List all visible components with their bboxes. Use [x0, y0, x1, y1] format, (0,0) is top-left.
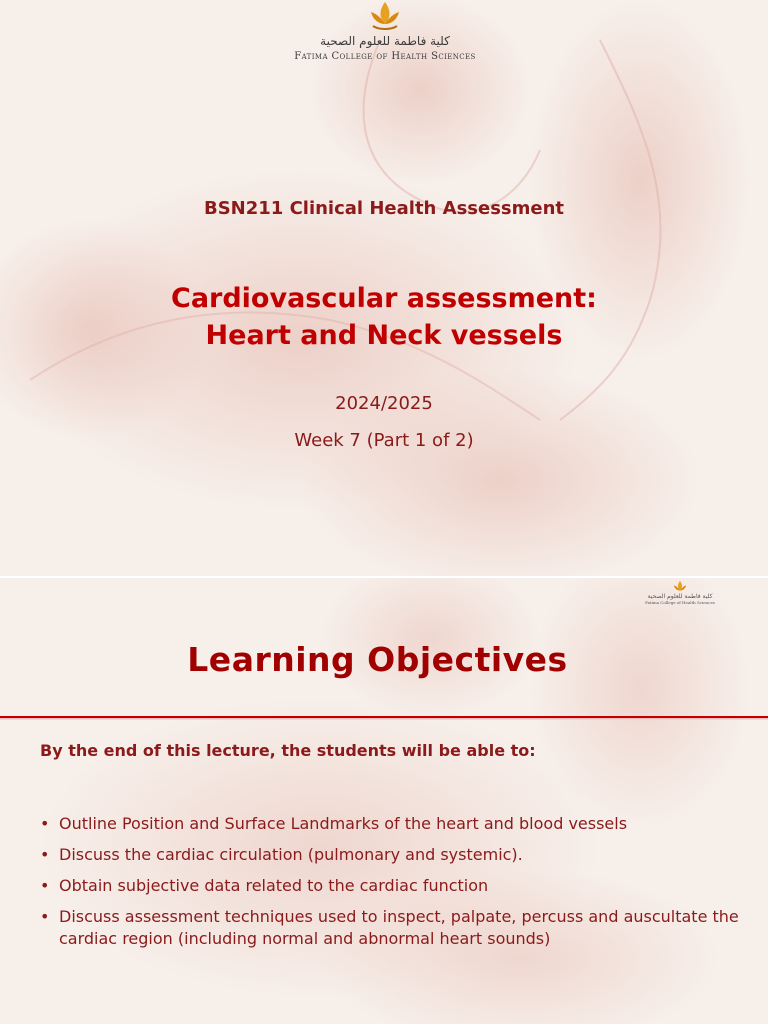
course-title: BSN211 Clinical Health Assessment — [203, 198, 565, 219]
list-item — [40, 813, 745, 835]
lotus-logo-icon — [367, 0, 403, 34]
logo-arabic-text: كلية فاطمة للعلوم الصحية — [320, 34, 450, 48]
objective-text: Discuss the cardiac circulation (pulmonary and systemic). — [59, 845, 523, 864]
objectives-slide — [0, 578, 768, 1024]
logo-arabic-text: كلية فاطمة للعلوم الصحية — [647, 593, 713, 600]
college-logo-small — [630, 580, 730, 608]
lecture-title — [0, 280, 768, 354]
bullet-icon: • — [40, 876, 50, 895]
list-item — [40, 906, 745, 950]
lecture-title-line-1: Cardiovascular assessment: — [171, 283, 597, 314]
objectives-intro: By the end of this lecture, the students will be able to: — [40, 741, 536, 760]
objective-text: Discuss assessment techniques used to inspect, palpate, percuss and auscultate the cardiac region (including normal and abnormal heart sounds) — [59, 907, 739, 948]
lecture-title-line-2: Heart and Neck vessels — [205, 320, 563, 351]
slide-title: Learning Objectives — [187, 640, 568, 679]
list-item — [40, 875, 745, 897]
objective-text: Obtain subjective data related to the cardiac function — [59, 876, 489, 895]
academic-year: 2024/2025 — [335, 393, 433, 414]
title-divider — [0, 716, 768, 720]
bullet-icon: • — [40, 907, 50, 926]
objective-text: Outline Position and Surface Landmarks of the heart and blood vessels — [59, 814, 628, 833]
logo-english-text: Fatima College of Health Sciences — [645, 600, 715, 605]
objectives-list — [40, 813, 745, 959]
week-label: Week 7 (Part 1 of 2) — [294, 430, 474, 451]
logo-english-text: Fatima College of Health Sciences — [294, 51, 476, 62]
college-logo — [270, 0, 500, 70]
bullet-icon: • — [40, 814, 50, 833]
list-item — [40, 844, 745, 866]
bullet-icon: • — [40, 845, 50, 864]
